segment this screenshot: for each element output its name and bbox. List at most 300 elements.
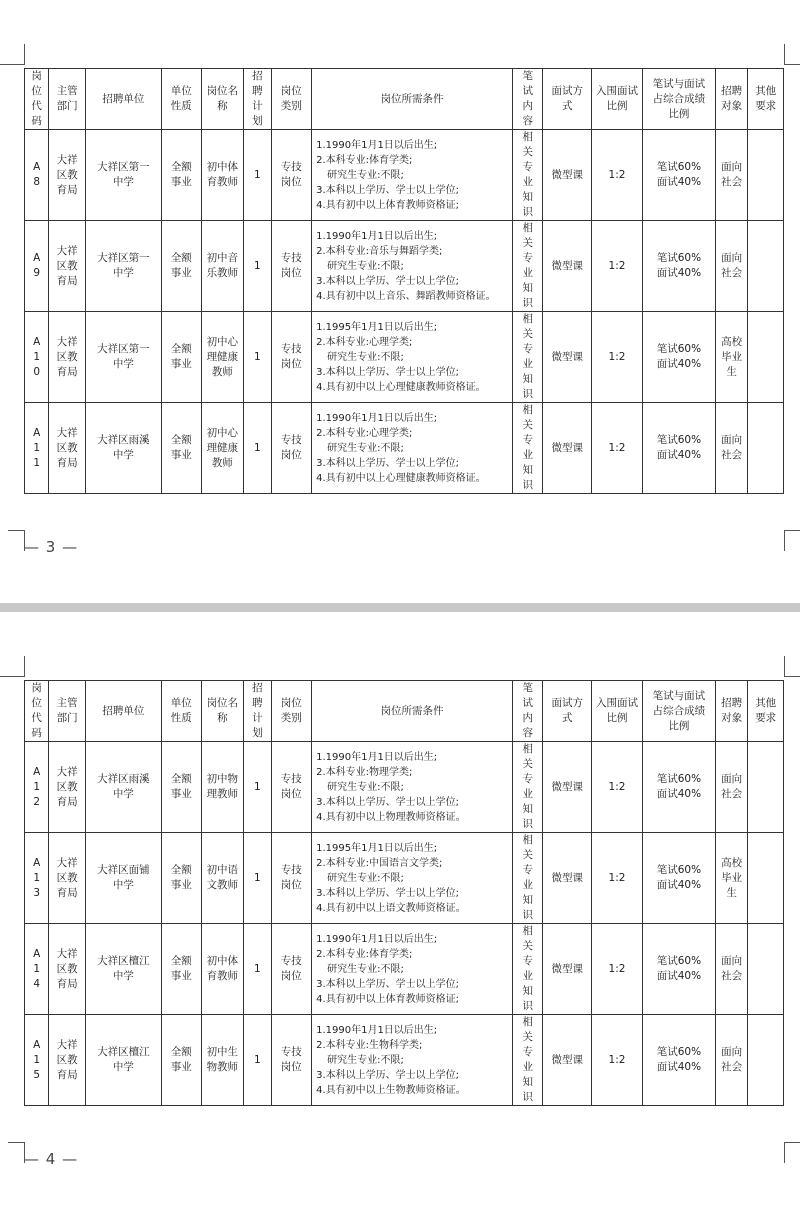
column-header-code (25, 69, 49, 130)
requirement-line: 3.本科以上学历、学士以上学位; (316, 184, 460, 196)
cell-dept (49, 221, 86, 312)
page-number: — 4 — (24, 1150, 79, 1168)
cell-value: 初中音乐教师 (206, 252, 239, 279)
cell-code (25, 742, 49, 833)
column-header-label: 笔试与面试占综合成绩比例 (652, 689, 706, 732)
requirement-line: 4.具有初中以上音乐、舞蹈教师资格证。 (316, 290, 496, 302)
cell-value: 大祥区第一中学 (97, 343, 150, 370)
requirement-line: 3.本科以上学历、学士以上学位; (316, 796, 460, 808)
table-row (25, 221, 784, 312)
cell-value: 相关专业知识 (522, 1016, 533, 1103)
score-ratio-line: 面试40% (656, 879, 702, 891)
column-header-label: 入围面试比例 (596, 85, 638, 112)
cell-value: 1 (253, 441, 261, 454)
column-header-label: 单位性质 (170, 697, 192, 724)
cell-req (312, 924, 513, 1015)
cell-code (25, 833, 49, 924)
cell-exam (513, 924, 543, 1015)
cell-value: 初中物理教师 (206, 773, 239, 800)
cell-interview (543, 403, 592, 494)
cell-ratio (592, 130, 643, 221)
cell-value: 全额事业 (170, 434, 192, 461)
cell-value: A9 (33, 252, 41, 279)
cell-value: 大祥区教育局 (56, 856, 78, 899)
cell-interview (543, 924, 592, 1015)
column-header-type (271, 681, 312, 742)
cell-score (642, 130, 715, 221)
column-header-req (312, 681, 513, 742)
cell-value: 全额事业 (170, 1046, 192, 1073)
cell-interview (543, 312, 592, 403)
cell-exam (513, 403, 543, 494)
cell-value: 1:2 (608, 780, 626, 793)
cell-score (642, 403, 715, 494)
column-header-label: 单位性质 (170, 85, 192, 112)
requirement-line: 1.1990年1月1日以后出生; (316, 933, 438, 945)
score-ratio-line: 笔试60% (656, 434, 702, 446)
column-header-nature (161, 69, 201, 130)
cell-req (312, 1015, 513, 1106)
cell-value: 高校毕业生 (721, 856, 743, 899)
cell-type (271, 833, 312, 924)
requirement-line: 3.本科以上学历、学士以上学位; (316, 887, 460, 899)
cell-target (715, 312, 747, 403)
cell-value: 初中心理健康教师 (206, 426, 239, 469)
cell-plan (244, 924, 271, 1015)
column-header-label: 岗位所需条件 (380, 704, 444, 717)
cell-value: 大祥区教育局 (56, 765, 78, 808)
column-header-type (271, 69, 312, 130)
cell-ratio (592, 403, 643, 494)
cell-value: 全额事业 (170, 343, 192, 370)
requirement-line: 1.1995年1月1日以后出生; (316, 321, 438, 333)
cell-score (642, 221, 715, 312)
cell-nature (161, 1015, 201, 1106)
cell-nature (161, 833, 201, 924)
column-header-label: 笔试内容 (522, 70, 533, 127)
column-header-nature (161, 681, 201, 742)
cell-value: 1:2 (608, 962, 626, 975)
cell-exam (513, 130, 543, 221)
cell-target (715, 833, 747, 924)
column-header-label: 岗位代码 (31, 682, 42, 739)
column-header-label: 面试方式 (551, 85, 584, 112)
requirement-line: 1.1990年1月1日以后出生; (316, 1024, 438, 1036)
column-header-exam (513, 681, 543, 742)
cell-req (312, 833, 513, 924)
cell-value: 1 (253, 168, 261, 181)
cell-other (748, 221, 784, 312)
cell-value: 大祥区檀江中学 (97, 955, 150, 982)
cell-plan (244, 742, 271, 833)
cell-value: 微型课 (551, 441, 584, 454)
cell-other (748, 312, 784, 403)
cell-score (642, 924, 715, 1015)
cell-ratio (592, 742, 643, 833)
cell-target (715, 130, 747, 221)
cell-plan (244, 312, 271, 403)
cell-value: 面向社会 (721, 434, 743, 461)
table-row (25, 1015, 784, 1106)
cell-value: 面向社会 (721, 252, 743, 279)
column-header-label: 其他要求 (755, 697, 777, 724)
column-header-label: 招聘计划 (252, 70, 263, 127)
cell-value: 专技岗位 (280, 252, 302, 279)
column-header-target (715, 69, 747, 130)
cell-value: 1:2 (608, 259, 626, 272)
score-ratio-line: 面试40% (656, 970, 702, 982)
cell-value: 专技岗位 (280, 343, 302, 370)
cell-value: 1:2 (608, 350, 626, 363)
cell-nature (161, 312, 201, 403)
cell-value: 相关专业知识 (522, 131, 533, 218)
cell-value: 大祥区面铺中学 (97, 864, 150, 891)
column-header-target (715, 681, 747, 742)
cell-value: 大祥区第一中学 (97, 252, 150, 279)
cell-type (271, 742, 312, 833)
cell-interview (543, 742, 592, 833)
requirement-line: 2.本科专业:音乐与舞蹈学类; (316, 245, 443, 257)
column-header-score (642, 681, 715, 742)
cell-code (25, 130, 49, 221)
cell-value: 专技岗位 (280, 955, 302, 982)
requirement-line: 1.1990年1月1日以后出生; (316, 751, 438, 763)
cell-code (25, 312, 49, 403)
cell-nature (161, 742, 201, 833)
score-ratio-line: 面试40% (656, 1061, 702, 1073)
score-ratio-line: 面试40% (656, 358, 702, 370)
column-header-label: 招聘单位 (102, 704, 145, 717)
cell-req (312, 221, 513, 312)
cell-target (715, 221, 747, 312)
cell-ratio (592, 924, 643, 1015)
score-ratio-line: 面试40% (656, 267, 702, 279)
cell-ratio (592, 221, 643, 312)
cell-value: 大祥区雨溪中学 (97, 434, 150, 461)
table-row (25, 924, 784, 1015)
cell-value: 初中心理健康教师 (206, 335, 239, 378)
cell-ratio (592, 1015, 643, 1106)
requirement-line: 4.具有初中以上体育教师资格证; (316, 993, 460, 1005)
cell-value: 相关专业知识 (522, 925, 533, 1012)
cell-value: 1 (253, 780, 261, 793)
column-header-interview (543, 681, 592, 742)
column-header-label: 岗位名称 (206, 85, 239, 112)
requirement-line: 4.具有初中以上生物教师资格证。 (316, 1084, 466, 1096)
cell-nature (161, 924, 201, 1015)
cell-value: 面向社会 (721, 1046, 743, 1073)
score-ratio-line: 笔试60% (656, 343, 702, 355)
column-header-score (642, 69, 715, 130)
cell-value: 1 (253, 350, 261, 363)
requirement-line: 4.具有初中以上语文教师资格证。 (316, 902, 466, 914)
crop-mark (0, 656, 25, 677)
cell-target (715, 924, 747, 1015)
cell-value: 面向社会 (721, 773, 743, 800)
column-header-label: 其他要求 (755, 85, 777, 112)
cell-value: 高校毕业生 (721, 335, 743, 378)
cell-score (642, 833, 715, 924)
cell-unit (85, 742, 161, 833)
column-header-label: 招聘单位 (102, 92, 145, 105)
cell-nature (161, 403, 201, 494)
cell-score (642, 312, 715, 403)
cell-post (201, 312, 244, 403)
cell-other (748, 742, 784, 833)
cell-plan (244, 221, 271, 312)
cell-code (25, 1015, 49, 1106)
recruitment-table (24, 680, 784, 1106)
cell-unit (85, 312, 161, 403)
cell-ratio (592, 833, 643, 924)
cell-score (642, 1015, 715, 1106)
requirement-line: 研究生专业:不限; (327, 169, 404, 181)
cell-dept (49, 742, 86, 833)
cell-value: 全额事业 (170, 864, 192, 891)
cell-value: 全额事业 (170, 252, 192, 279)
cell-post (201, 1015, 244, 1106)
cell-value: 1 (253, 259, 261, 272)
cell-code (25, 221, 49, 312)
column-header-post (201, 69, 244, 130)
cell-value: 初中语文教师 (206, 864, 239, 891)
cell-value: 1:2 (608, 871, 626, 884)
cell-exam (513, 833, 543, 924)
cell-exam (513, 221, 543, 312)
cell-value: 全额事业 (170, 161, 192, 188)
cell-plan (244, 403, 271, 494)
cell-post (201, 742, 244, 833)
column-header-label: 笔试与面试占综合成绩比例 (652, 77, 706, 120)
score-ratio-line: 面试40% (656, 449, 702, 461)
cell-value: A14 (33, 947, 41, 990)
table-row (25, 742, 784, 833)
column-header-label: 入围面试比例 (596, 697, 638, 724)
cell-code (25, 403, 49, 494)
cell-value: 大祥区教育局 (56, 1038, 78, 1081)
table-row (25, 312, 784, 403)
cell-type (271, 403, 312, 494)
cell-value: A10 (33, 335, 41, 378)
requirement-line: 研究生专业:不限; (327, 963, 404, 975)
cell-plan (244, 130, 271, 221)
crop-mark (0, 44, 25, 65)
cell-value: 1:2 (608, 168, 626, 181)
table-row (25, 130, 784, 221)
score-ratio-line: 笔试60% (656, 864, 702, 876)
score-ratio-line: 面试40% (656, 176, 702, 188)
cell-other (748, 833, 784, 924)
cell-value: 初中体育教师 (206, 955, 239, 982)
column-header-label: 招聘对象 (721, 697, 743, 724)
requirement-line: 4.具有初中以上体育教师资格证; (316, 199, 460, 211)
cell-value: A11 (33, 426, 41, 469)
requirement-line: 4.具有初中以上物理教师资格证。 (316, 811, 466, 823)
cell-value: 专技岗位 (280, 161, 302, 188)
column-header-plan (244, 69, 271, 130)
cell-value: 1 (253, 962, 261, 975)
cell-target (715, 742, 747, 833)
requirement-line: 3.本科以上学历、学士以上学位; (316, 275, 460, 287)
cell-interview (543, 221, 592, 312)
column-header-other (748, 69, 784, 130)
cell-exam (513, 1015, 543, 1106)
cell-value: 微型课 (551, 780, 584, 793)
column-header-label: 岗位类别 (280, 697, 302, 724)
cell-value: A13 (33, 856, 41, 899)
cell-plan (244, 1015, 271, 1106)
cell-value: 全额事业 (170, 955, 192, 982)
cell-post (201, 403, 244, 494)
cell-value: 1:2 (608, 441, 626, 454)
column-header-label: 岗位名称 (206, 697, 239, 724)
column-header-ratio (592, 681, 643, 742)
requirement-line: 2.本科专业:体育学类; (316, 154, 413, 166)
score-ratio-line: 笔试60% (656, 1046, 702, 1058)
cell-ratio (592, 312, 643, 403)
table-row (25, 403, 784, 494)
column-header-interview (543, 69, 592, 130)
table-row (25, 833, 784, 924)
column-header-label: 主管部门 (56, 85, 78, 112)
cell-other (748, 924, 784, 1015)
cell-interview (543, 1015, 592, 1106)
crop-mark (784, 1142, 800, 1163)
cell-req (312, 312, 513, 403)
cell-score (642, 742, 715, 833)
requirement-line: 研究生专业:不限; (327, 781, 404, 793)
cell-value: 全额事业 (170, 773, 192, 800)
cell-value: 微型课 (551, 259, 584, 272)
requirement-line: 2.本科专业:心理学类; (316, 427, 413, 439)
cell-type (271, 924, 312, 1015)
cell-nature (161, 221, 201, 312)
column-header-label: 岗位代码 (31, 70, 42, 127)
cell-post (201, 833, 244, 924)
cell-req (312, 742, 513, 833)
cell-value: 面向社会 (721, 955, 743, 982)
page-number: — 3 — (24, 538, 79, 556)
cell-target (715, 1015, 747, 1106)
cell-post (201, 924, 244, 1015)
cell-value: 相关专业知识 (522, 313, 533, 400)
crop-mark (784, 44, 800, 65)
cell-value: 大祥区教育局 (56, 947, 78, 990)
cell-value: 微型课 (551, 962, 584, 975)
score-ratio-line: 笔试60% (656, 773, 702, 785)
cell-value: 微型课 (551, 871, 584, 884)
column-header-code (25, 681, 49, 742)
cell-exam (513, 312, 543, 403)
column-header-label: 岗位类别 (280, 85, 302, 112)
cell-value: 相关专业知识 (522, 834, 533, 921)
cell-value: A8 (33, 161, 41, 188)
column-header-label: 招聘对象 (721, 85, 743, 112)
cell-value: A15 (33, 1038, 41, 1081)
column-header-other (748, 681, 784, 742)
document-page-4 (0, 612, 800, 1210)
requirement-line: 1.1990年1月1日以后出生; (316, 139, 438, 151)
column-header-ratio (592, 69, 643, 130)
requirement-line: 研究生专业:不限; (327, 442, 404, 454)
column-header-plan (244, 681, 271, 742)
cell-plan (244, 833, 271, 924)
cell-value: 大祥区第一中学 (97, 161, 150, 188)
cell-post (201, 130, 244, 221)
cell-value: 微型课 (551, 1053, 584, 1066)
requirement-line: 1.1990年1月1日以后出生; (316, 412, 438, 424)
cell-value: 相关专业知识 (522, 222, 533, 309)
requirement-line: 4.具有初中以上心理健康教师资格证。 (316, 381, 486, 393)
requirement-line: 1.1995年1月1日以后出生; (316, 842, 438, 854)
cell-unit (85, 1015, 161, 1106)
cell-value: 相关专业知识 (522, 743, 533, 830)
cell-req (312, 403, 513, 494)
requirement-line: 2.本科专业:生物科学类; (316, 1039, 423, 1051)
cell-unit (85, 221, 161, 312)
score-ratio-line: 笔试60% (656, 955, 702, 967)
cell-value: 专技岗位 (280, 434, 302, 461)
cell-value: 相关专业知识 (522, 404, 533, 491)
column-header-dept (49, 681, 86, 742)
cell-value: 微型课 (551, 168, 584, 181)
page-separator (0, 603, 800, 612)
table-header-row (25, 69, 784, 130)
requirement-line: 2.本科专业:心理学类; (316, 336, 413, 348)
cell-value: 1 (253, 871, 261, 884)
requirement-line: 2.本科专业:中国语言文学类; (316, 857, 443, 869)
column-header-dept (49, 69, 86, 130)
crop-mark (784, 656, 800, 677)
cell-type (271, 1015, 312, 1106)
cell-dept (49, 1015, 86, 1106)
cell-target (715, 403, 747, 494)
column-header-label: 主管部门 (56, 697, 78, 724)
cell-value: 大祥区教育局 (56, 426, 78, 469)
cell-dept (49, 403, 86, 494)
cell-value: 1:2 (608, 1053, 626, 1066)
requirement-line: 3.本科以上学历、学士以上学位; (316, 366, 460, 378)
requirement-line: 研究生专业:不限; (327, 872, 404, 884)
cell-value: 大祥区雨溪中学 (97, 773, 150, 800)
score-ratio-line: 笔试60% (656, 161, 702, 173)
crop-mark (8, 1142, 25, 1163)
cell-value: 面向社会 (721, 161, 743, 188)
cell-code (25, 924, 49, 1015)
crop-mark (8, 530, 25, 551)
score-ratio-line: 笔试60% (656, 252, 702, 264)
cell-value: 大祥区教育局 (56, 335, 78, 378)
score-ratio-line: 面试40% (656, 788, 702, 800)
cell-value: 1 (253, 1053, 261, 1066)
cell-other (748, 403, 784, 494)
column-header-exam (513, 69, 543, 130)
cell-value: 大祥区教育局 (56, 153, 78, 196)
cell-value: A12 (33, 765, 41, 808)
recruitment-table (24, 68, 784, 494)
cell-dept (49, 130, 86, 221)
cell-interview (543, 130, 592, 221)
requirement-line: 3.本科以上学历、学士以上学位; (316, 978, 460, 990)
cell-value: 专技岗位 (280, 773, 302, 800)
requirement-line: 研究生专业:不限; (327, 351, 404, 363)
cell-value: 大祥区檀江中学 (97, 1046, 150, 1073)
cell-unit (85, 924, 161, 1015)
column-header-label: 笔试内容 (522, 682, 533, 739)
cell-value: 初中生物教师 (206, 1046, 239, 1073)
requirement-line: 3.本科以上学历、学士以上学位; (316, 457, 460, 469)
cell-value: 专技岗位 (280, 864, 302, 891)
